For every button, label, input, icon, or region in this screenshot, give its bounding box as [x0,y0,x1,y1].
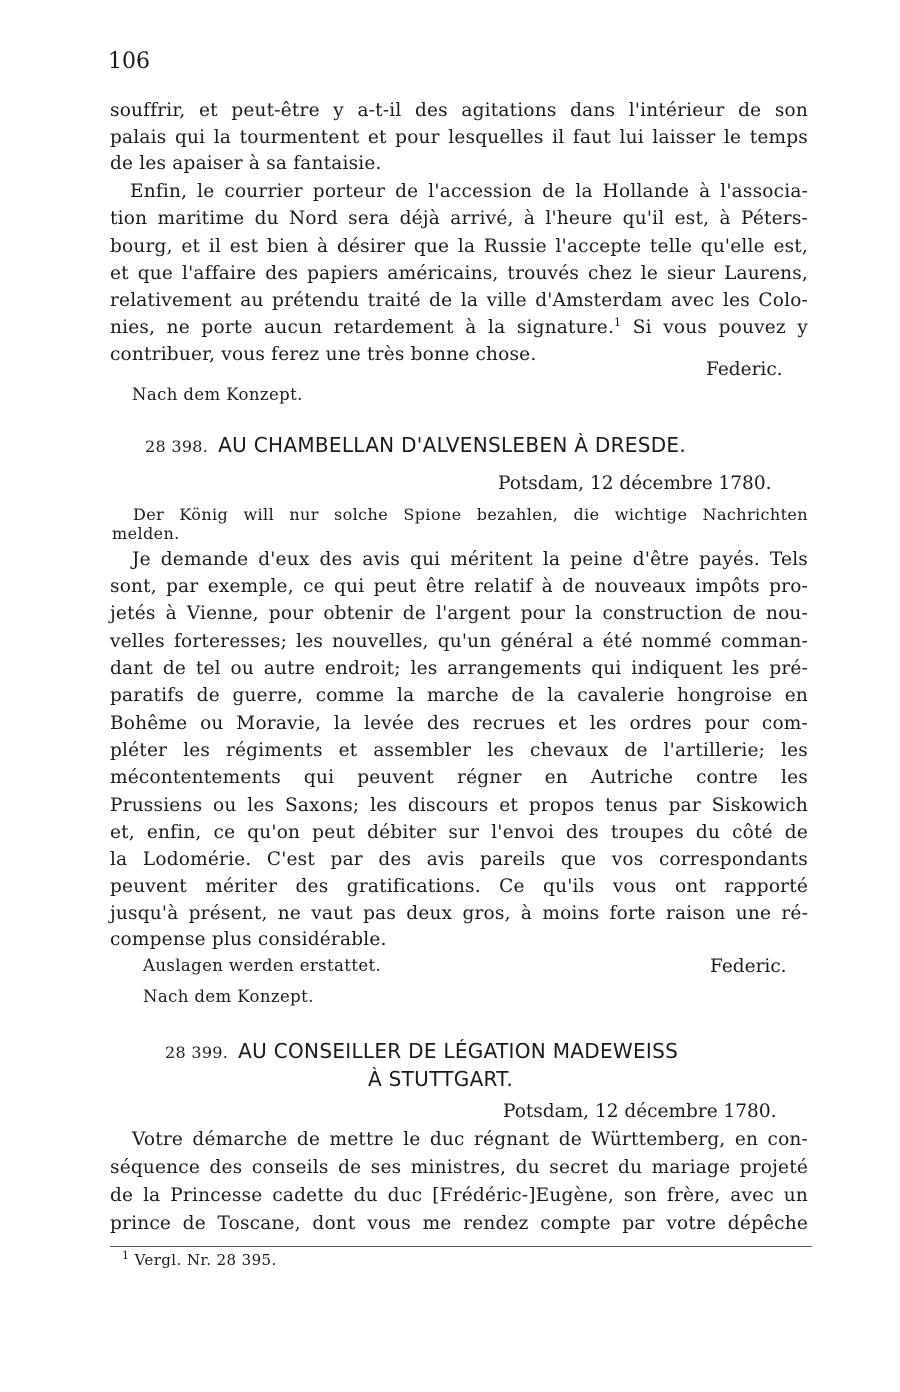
footnote-text: Vergl. Nr. 28 395. [134,1251,277,1269]
footnote [122,1250,277,1270]
text-line: tion maritime du Nord sera déjà arrivé, à l'heure qu'il est, à Péters- [110,208,808,229]
text-line: Enfin, le courrier porteur de l'accession de la Hollande à l'associa- [130,181,808,202]
text-line: Bohême ou Moravie, la levée des recrues et les ordres pour com- [110,713,808,734]
text-line: de les apaiser à sa fantaisie. [110,153,382,174]
text-line: mécontentements qui peuvent régner en Autriche contre les [110,767,808,788]
text-line: la Lodomérie. C'est par des avis pareils que vos correspondants [110,849,808,870]
text-line: jusqu'à présent, ne vaut pas deux gros, à moins forte raison une ré- [110,903,808,924]
text-line: jetés à Vienne, pour obtenir de l'argent pour la construction de nou- [110,603,808,624]
source-note: Nach dem Konzept. [143,987,314,1006]
expense-note: Auslagen werden erstattet. [143,956,382,975]
signature: Federic. [710,956,787,977]
text-line: Je demande d'eux des avis qui méritent la peine d'être payés. Tels [132,549,808,570]
page-number: 106 [108,49,150,74]
place-date: Potsdam, 12 décembre 1780. [498,473,772,494]
letter-heading [145,432,686,460]
text-line: palais qui la tourmentent et pour lesquelles il faut lui laisser le temps [110,127,808,148]
footnote-marker: 1 [122,1249,130,1262]
footnote-divider [110,1246,812,1247]
source-note: Nach dem Konzept. [132,385,303,404]
text-line [110,316,808,340]
text-segment: nies, ne porte aucun retardement à la signature. [110,317,615,338]
text-line: souffrir, et peut-être y a-t-il des agitations dans l'intérieur de son [110,100,808,121]
summary-line: Der König will nur solche Spione bezahlen, die wichtige Nachrichten [133,505,808,524]
text-line: compense plus considérable. [110,929,387,950]
text-line: sont, par exemple, ce qui peut être relatif à de nouveaux impôts pro- [110,576,808,597]
text-line: peuvent mériter des gratifications. Ce qu'ils vous ont rapporté [110,876,808,897]
letter-title-line2: À STUTTGART. [368,1067,514,1091]
letter-number: 28 398. [145,437,209,456]
text-line: paratifs de guerre, comme la marche de la cavalerie hongroise en [110,685,808,706]
letter-title: AU CONSEILLER DE LÉGATION MADEWEISS [238,1039,679,1063]
text-line: dant de tel ou autre endroit; les arrangements qui indiquent les pré- [110,658,808,679]
footnote-ref: 1 [614,315,622,329]
text-line: velles forteresses; les nouvelles, qu'un général a été nommé comman- [110,631,808,652]
text-line: Prussiens ou les Saxons; les discours et propos tenus par Siskowich [110,795,808,816]
letter-number: 28 399. [165,1043,229,1062]
text-segment: Si vous pouvez y [632,317,808,338]
text-line: bourg, et il est bien à désirer que la Russie l'accepte telle qu'elle est, [110,236,808,257]
text-line: contribuer, vous ferez une très bonne chose. [110,344,537,365]
text-line: prince de Toscane, dont vous me rendez compte par votre dépêche [110,1213,808,1234]
text-line: Votre démarche de mettre le duc régnant de Württemberg, en con- [132,1129,808,1150]
letter-title: AU CHAMBELLAN D'ALVENSLEBEN À DRESDE. [218,433,687,457]
text-line: pléter les régiments et assembler les chevaux de l'artillerie; les [110,740,808,761]
text-line: de la Princesse cadette du duc [Frédéric-]Eugène, son frère, avec un [110,1185,808,1206]
summary-line: melden. [112,524,180,543]
letter-heading [165,1038,678,1066]
signature: Federic. [706,359,783,380]
place-date: Potsdam, 12 décembre 1780. [503,1101,777,1122]
text-line: relativement au prétendu traité de la ville d'Amsterdam avec les Colo- [110,290,808,311]
text-line: séquence des conseils de ses ministres, du secret du mariage projeté [110,1157,808,1178]
text-line: et que l'affaire des papiers américains, trouvés chez le sieur Laurens, [110,263,808,284]
text-line: et, enfin, ce qu'on peut débiter sur l'envoi des troupes du côté de [110,822,808,843]
